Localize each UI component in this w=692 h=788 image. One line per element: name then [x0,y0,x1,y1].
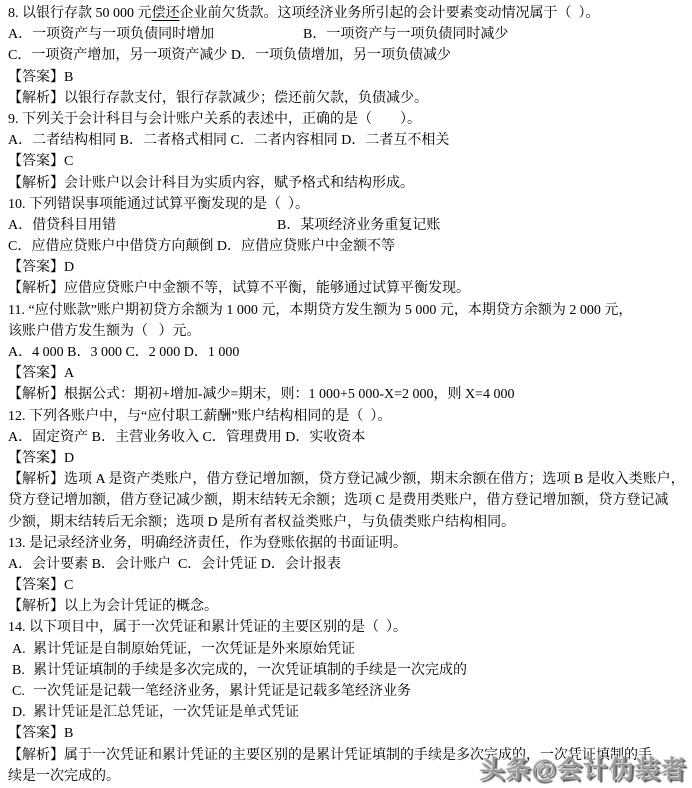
q14-option-d-text: 累计凭证是汇总凭证，一次凭证是单式凭证 [33,705,299,721]
q14-option-a-letter: A. [12,641,26,657]
q14-option-c-text: 一次凭证是记载一笔经济业务，累计凭证是记载多笔经济业务 [33,684,411,699]
q8-options-cd: C．一项资产增加，另一项资产减少 D．一项负债增加，另一项负债减少 [8,48,451,64]
q8-answer: 【答案】B [8,69,74,85]
q12-stem: 12. 下列各账户中，与“应付职工薪酬”账户结构相同的是（ ）。 [8,408,392,424]
q9-options: A．二者结构相同 B．二者格式相同 C．二者内容相同 D．二者互不相关 [8,133,450,149]
q10-answer: 【答案】D [8,260,75,276]
q8-stem-post: 企业前欠货款。这项经济业务所引起的会计要素变动情况属于（ ）。 [179,6,600,21]
q8-options-ab [8,24,692,45]
q14-option-b [8,660,692,681]
q13-answer: 【答案】C [8,578,74,594]
q11-answer: 【答案】A [8,366,75,382]
q14-stem: 14. 以下项目中，属于一次凭证和累计凭证的主要区别的是（ ）。 [8,620,407,636]
q11-stem-line2: 该账户借方发生额为（ ）元。 [8,323,201,339]
q10-stem: 10. 下列错误事项能通过试算平衡发现的是（ ）。 [8,196,309,212]
q8-stem-pre: 8. 以银行存款 50 000 元 [8,6,152,21]
q10-option-a: A．借贷科目用错 [8,217,117,233]
q14-option-a [8,639,692,660]
q14-option-a-text: 累计凭证是自制原始凭证，一次凭证是外来原始凭证 [33,641,355,657]
q12-options: A．固定资产 B．主营业务收入 C．管理费用 D．实收资本 [8,429,366,445]
q11-analysis: 【解析】根据公式：期初+增加-减少=期末，则：1 000+5 000-X=2 000，则 X=4 000 [8,387,515,403]
q14-answer: 【答案】B [8,726,74,742]
q14-option-d-letter: D. [12,705,26,721]
q12-analysis-line3: 少额，期末结转后无余额；选项 D 是所有者权益类账户，与负债类账户结构相同。 [8,514,516,530]
q14-option-b-text: 累计凭证填制的手续是多次完成的，一次凭证填制的手续是一次完成的 [33,662,467,678]
q13-options: A．会计要素 B．会计账户 C．会计凭证 D．会计报表 [8,556,341,572]
q14-analysis-line1: 【解析】属于一次凭证和累计凭证的主要区别的是累计凭证填制的手续是多次完成的，一次凭证填制的手 [8,747,652,763]
q8-stem [8,3,692,24]
q14-option-b-letter: B. [12,662,25,678]
q8-option-a: A．一项资产与一项负债同时增加 [8,27,215,43]
q12-analysis-line1: 【解析】选项 A 是资产类账户，借方登记增加额，贷方登记减少额，期末余额在借方；选项 B 是收入类账户， [8,472,685,488]
q11-stem-line1: 11. “应付账款”账户期初贷方余额为 1 000 元，本期贷方发生额为 5 000 元，本期贷方余额为 2 000 元， [8,302,633,318]
q12-answer: 【答案】D [8,450,75,466]
q14-option-c [8,681,692,702]
watermark: 头条@会计伪装者 [479,756,687,784]
q10-options-ab [8,215,692,236]
q13-analysis: 【解析】以上为会计凭证的概念。 [8,599,218,615]
q8-stem-underlined: 偿还 [151,6,180,21]
q14-option-c-letter: C. [12,684,25,699]
q9-answer: 【答案】C [8,154,74,170]
q8-analysis: 【解析】以银行存款支付，银行存款减少；偿还前欠款，负债减少。 [8,90,428,106]
q13-stem: 13. 是记录经济业务，明确经济责任，作为登账依据的书面证明。 [8,535,407,551]
q9-analysis: 【解析】会计账户以会计科目为实质内容，赋予格式和结构形成。 [8,175,414,191]
q11-options: A．4 000 B．3 000 C．2 000 D．1 000 [8,345,240,360]
q10-analysis: 【解析】应借应贷账户中金额不等，试算不平衡，能够通过试算平衡发现。 [8,281,470,297]
q12-analysis-line2: 贷方登记增加额，借方登记减少额，期末结转无余额；选项 C 是费用类账户，借方登记增加额，贷方登记减 [8,493,669,509]
q14-option-d [8,702,692,723]
q10-option-b: B．某项经济业务重复记账 [277,217,441,233]
q14-analysis-line2: 续是一次完成的。 [8,768,120,784]
q9-stem: 9. 下列关于会计科目与会计账户关系的表述中，正确的是（ ）。 [8,111,421,127]
q8-option-b: B．一项资产与一项负债同时减少 [303,27,509,43]
q10-options-cd: C．应借应贷账户中借贷方向颠倒 D．应借应贷账户中金额不等 [8,239,395,255]
